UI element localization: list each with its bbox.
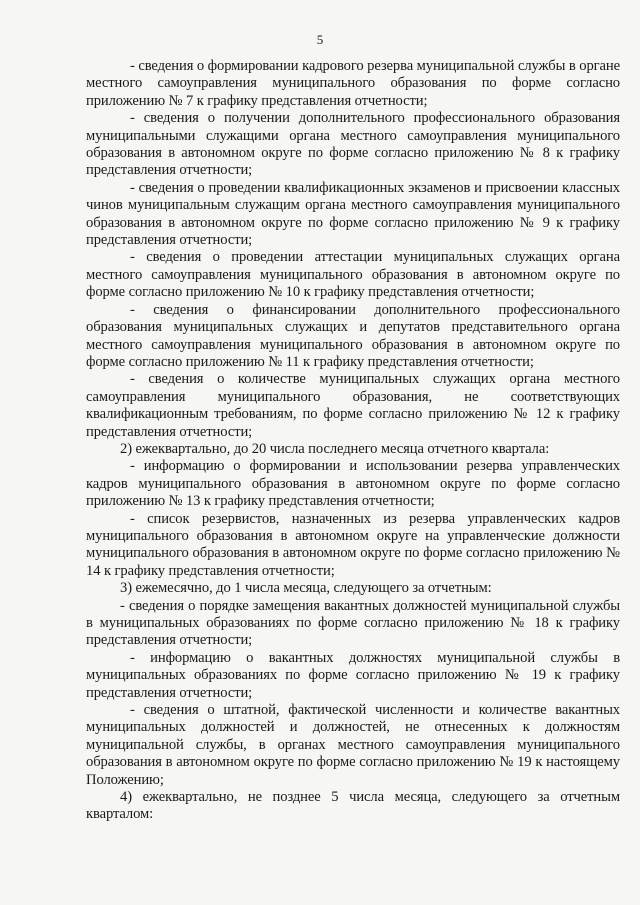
paragraph: - сведения о получении дополнительного профессионального образования муниципальными служащими органа местного самоуправления муниципального образования в автономном округе по форме согласно приложению № 8 к графику представления отчетности; — [86, 110, 620, 179]
paragraph: - сведения о штатной, фактической численности и количестве вакантных муниципальных должностей и должностей, не отнесенных к должностям муниципальной службы, в органах местного самоуправления муниципального образования в автономном округе по форме согласно приложению № 19 к настоящему Положению; — [86, 702, 620, 788]
page-number: 5 — [316, 32, 324, 47]
paragraph: - информацию о формировании и использовании резерва управленческих кадров муниципального образования в автономном округе по форме согласно приложению № 13 к графику представления отчетности; — [86, 458, 620, 510]
paragraph: - сведения о порядке замещения вакантных должностей муниципальной службы в муниципальных образованиях по форме согласно приложению № 18 к графику представления отчетности; — [86, 597, 620, 649]
paragraph: - сведения о формировании кадрового резерва муниципальной службы в органе местного самоуправления муниципального образования по форме согласно приложению № 7 к графику представления отчетности; — [86, 58, 620, 109]
paragraph: - сведения о проведении квалификационных экзаменов и присвоении классных чинов муниципальным служащим органа местного самоуправления муниципального образования в автономном округе по форме согласно приложению № 9 к графику представления отчетности; — [86, 179, 620, 249]
paragraph: 3) ежемесячно, до 1 числа месяца, следующего за отчетным: — [120, 580, 492, 597]
paragraph: - список резервистов, назначенных из резерва управленческих кадров муниципального образования в автономном округе на управленческие должности муниципального образования в автономном округе по форме согласно приложению № 14 к графику представления отчетности; — [86, 510, 620, 579]
paragraph: 4) ежеквартально, не позднее 5 числа месяца, следующего за отчетным кварталом: — [86, 789, 620, 823]
paragraph: 2) ежеквартально, до 20 числа последнего месяца отчетного квартала: — [120, 440, 550, 457]
paragraph: - сведения о количестве муниципальных служащих органа местного самоуправления муниципального образования, не соответствующих квалификационным требованиям, по форме согласно приложению № 12 к графику представления отчетности; — [86, 371, 620, 440]
paragraph: - сведения о финансировании дополнительного профессионального образования муниципальных служащих и депутатов представительного органа местного самоуправления муниципального образования в автономном округе по форме согласно приложению № 11 к графику представления отчетности; — [86, 301, 620, 370]
paragraph: - информацию о вакантных должностях муниципальной службы в муниципальных образованиях по форме согласно приложению № 19 к графику представления отчетности; — [86, 649, 620, 701]
document-body — [86, 58, 620, 824]
paragraph: - сведения о проведении аттестации муниципальных служащих органа местного самоуправления муниципального образования в автономном округе по форме согласно приложению № 10 к графику представления отчетности; — [86, 249, 620, 301]
